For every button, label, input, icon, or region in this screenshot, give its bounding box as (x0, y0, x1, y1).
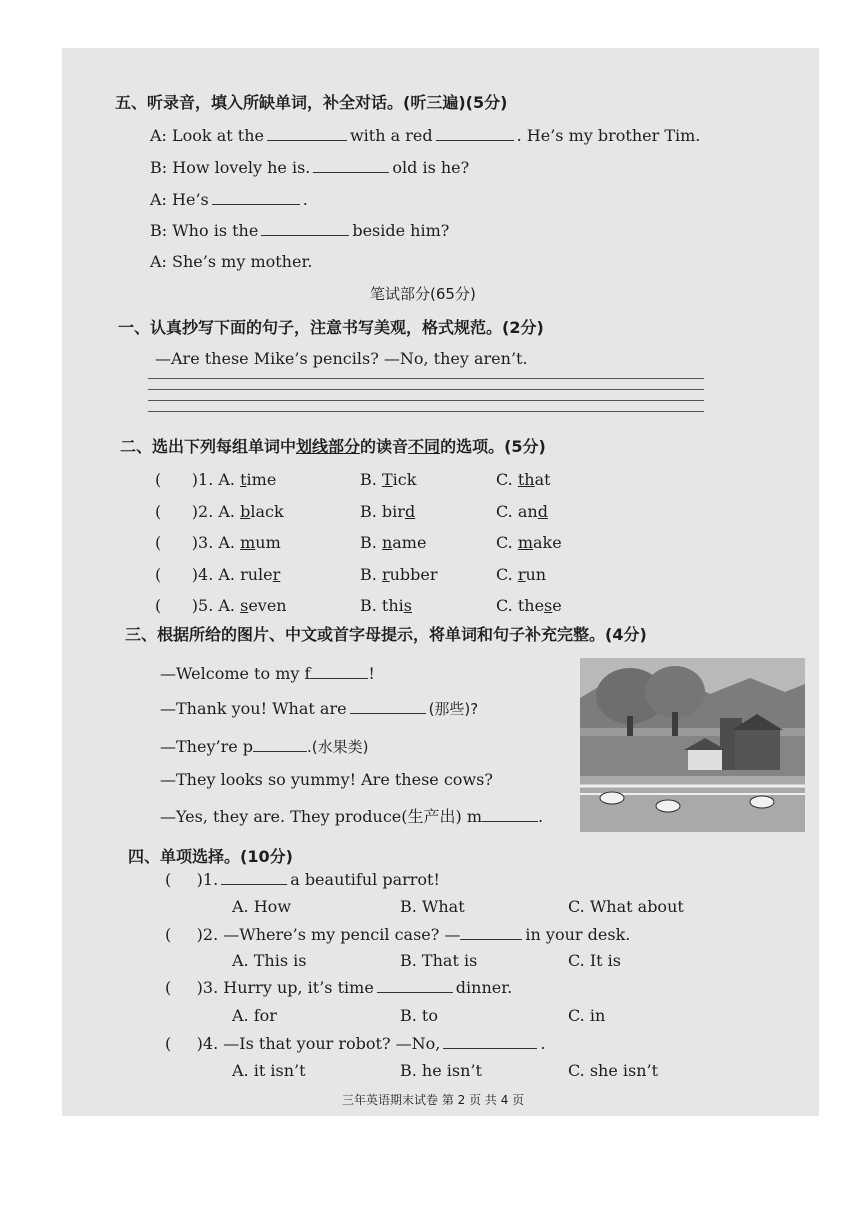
option-c[interactable]: C. What about (568, 897, 684, 916)
text: lack (250, 502, 284, 521)
option-b (360, 470, 416, 489)
text: . (302, 190, 308, 209)
text: . (538, 807, 544, 826)
text: e (552, 596, 562, 615)
page-footer: 三年英语期末试卷 第 2 页 共 4 页 (342, 1093, 525, 1107)
answer-blank[interactable] (261, 221, 349, 236)
option-b[interactable]: B. to (400, 1006, 438, 1025)
text: ake (533, 533, 562, 552)
option-c (496, 502, 548, 521)
text: B: How lovely he is. (150, 158, 311, 177)
text: )2. —Where’s my pencil case? — (196, 925, 461, 944)
phonics-item-3 (155, 533, 281, 552)
text: )4. —Is that your robot? —No, (196, 1034, 441, 1053)
text: a beautiful parrot! (290, 870, 440, 889)
underlined-letters: d (404, 502, 416, 521)
text: A: He’s (150, 190, 209, 209)
underlined-letters: d (537, 502, 548, 521)
answer-blank[interactable] (436, 126, 514, 141)
dialog-line-2 (150, 158, 469, 177)
option-a[interactable]: A. it isn’t (232, 1061, 306, 1080)
answer-blank[interactable] (212, 190, 300, 205)
dialog-line-3 (150, 190, 308, 209)
text: A: Look at the (150, 126, 264, 145)
copy-sentence: —Are these Mike’s pencils? —No, they aren’t. (155, 349, 528, 368)
text: un (525, 565, 547, 584)
underlined-letters: r (272, 565, 281, 584)
text: C. (496, 565, 518, 584)
text: )5. A. (191, 596, 241, 615)
section-5-title: 五、听录音，填入所缺单词，补全对话。(听三遍)(5分) (115, 93, 508, 112)
text: C. (496, 470, 518, 489)
text: .(水果类) (307, 738, 369, 756)
answer-bracket[interactable]: ( (165, 870, 197, 889)
text: 划线部分 (296, 437, 361, 456)
underlined-letters: s (544, 596, 553, 615)
answer-blank[interactable] (221, 870, 287, 885)
underlined-letters: r (517, 565, 526, 584)
section-4-title: 四、单项选择。(10分) (128, 847, 293, 866)
text: um (255, 533, 281, 552)
fill-line-2 (160, 698, 478, 719)
farm-picture (580, 658, 805, 832)
text: with a red (349, 126, 433, 145)
text: B. (360, 533, 382, 552)
text: B. (360, 565, 382, 584)
text: B. thi (360, 596, 404, 615)
option-c[interactable]: C. in (568, 1006, 606, 1025)
cow (600, 792, 624, 804)
option-b (360, 533, 426, 552)
option-a[interactable]: A. This is (232, 951, 307, 970)
text: 二、选出下列每组单词中 (120, 437, 297, 456)
text: C. (496, 533, 518, 552)
dialog-line-4 (150, 221, 449, 240)
phonics-item-5 (155, 596, 287, 615)
option-b (360, 565, 438, 584)
underlined-letters: m (517, 533, 534, 552)
tree-crown (645, 666, 705, 718)
question-4 (165, 1034, 545, 1053)
underlined-letters: n (381, 533, 393, 552)
tree-trunk (672, 712, 678, 736)
text: ubber (389, 565, 438, 584)
text: —Thank you! What are (160, 699, 347, 718)
tree-trunk (627, 716, 633, 736)
text: 不同 (408, 437, 441, 456)
underlined-letters: s (240, 596, 249, 615)
text: )1. (196, 870, 219, 889)
text: rule (240, 565, 273, 584)
option-c (496, 565, 546, 584)
answer-blank[interactable] (460, 925, 522, 940)
text: )3. A. (191, 533, 241, 552)
option-b[interactable]: B. he isn’t (400, 1061, 482, 1080)
fill-line-5 (160, 804, 543, 827)
answer-blank[interactable] (377, 978, 453, 993)
answer-bracket[interactable]: ( (155, 502, 192, 521)
phonics-item-2 (155, 502, 284, 521)
text: ick (392, 470, 417, 489)
writing-line[interactable] (148, 411, 704, 412)
text: C. an (496, 502, 538, 521)
answer-blank[interactable] (313, 158, 389, 173)
question-3 (165, 978, 512, 997)
answer-bracket[interactable]: ( (155, 596, 192, 615)
barn (735, 728, 780, 770)
writing-line[interactable] (148, 378, 704, 379)
option-b[interactable]: B. What (400, 897, 465, 916)
text: C. the (496, 596, 545, 615)
option-a[interactable]: A. How (232, 897, 292, 916)
underlined-letters: s (403, 596, 412, 615)
text: ! (368, 664, 375, 683)
fill-line-1 (160, 664, 375, 683)
underlined-letters: r (381, 565, 390, 584)
phonics-item-1 (155, 470, 276, 489)
fill-line-4: —They looks so yummy! Are these cows? (160, 770, 493, 789)
text: —They’re p (160, 737, 254, 756)
text: (那些)? (428, 700, 479, 718)
text: . (540, 1034, 546, 1053)
text: )4. A. (191, 565, 241, 584)
text: B. bir (360, 502, 405, 521)
option-b (360, 502, 415, 521)
question-1 (165, 870, 440, 889)
answer-bracket[interactable]: ( (165, 978, 197, 997)
text: ime (246, 470, 277, 489)
option-c (496, 533, 562, 552)
option-b (360, 596, 412, 615)
text: ame (392, 533, 427, 552)
underlined-letters: m (240, 533, 256, 552)
answer-blank[interactable] (350, 699, 426, 714)
question-2 (165, 925, 630, 944)
underlined-letters: th (517, 470, 535, 489)
writing-line[interactable] (148, 400, 704, 401)
underlined-letters: t (240, 470, 247, 489)
option-c[interactable]: C. It is (568, 951, 622, 970)
answer-bracket[interactable]: ( (155, 565, 192, 584)
text: in your desk. (525, 925, 631, 944)
phonics-item-4 (155, 565, 280, 584)
answer-blank[interactable] (443, 1034, 537, 1049)
dialog-line-5: A: She’s my mother. (150, 252, 313, 271)
text: B. (360, 470, 382, 489)
text: old is he? (392, 158, 470, 177)
section-1-title: 一、认真抄写下面的句子，注意书写美观，格式规范。(2分) (118, 318, 544, 337)
writing-line[interactable] (148, 389, 704, 390)
farmhouse (688, 748, 722, 770)
text: . He’s my brother Tim. (516, 126, 701, 145)
option-b[interactable]: B. That is (400, 951, 478, 970)
section-2-title (120, 434, 546, 457)
text: )2. A. (191, 502, 241, 521)
answer-blank[interactable] (482, 807, 538, 822)
text: )1. A. (191, 470, 241, 489)
underlined-letters: b (240, 502, 251, 521)
option-c[interactable]: C. she isn’t (568, 1061, 659, 1080)
text: dinner. (455, 978, 513, 997)
text: beside him? (352, 221, 450, 240)
section-3-title: 三、根据所给的图片、中文或首字母提示，将单词和句子补充完整。(4分) (125, 625, 647, 644)
answer-blank[interactable] (253, 737, 307, 752)
text: at (534, 470, 551, 489)
option-a[interactable]: A. for (232, 1006, 277, 1025)
underlined-letters: T (381, 470, 393, 489)
text: —Yes, they are. They produce(生产出) m (160, 807, 482, 826)
answer-bracket[interactable]: ( (165, 925, 197, 944)
text: even (248, 596, 287, 615)
answer-bracket[interactable]: ( (155, 470, 192, 489)
text: 的读音 (360, 437, 409, 456)
text: )3. Hurry up, it’s time (196, 978, 374, 997)
written-part-title: 笔试部分(65分) (370, 285, 476, 303)
cow (656, 800, 680, 812)
answer-blank[interactable] (310, 664, 368, 679)
answer-bracket[interactable]: ( (155, 533, 192, 552)
dialog-line-1 (150, 126, 700, 145)
cow (750, 796, 774, 808)
text: 的选项。(5分) (440, 437, 546, 456)
option-c (496, 470, 551, 489)
fill-line-3 (160, 736, 369, 757)
text: —Welcome to my f (160, 664, 311, 683)
text: B: Who is the (150, 221, 259, 240)
option-c (496, 596, 562, 615)
answer-bracket[interactable]: ( (165, 1034, 197, 1053)
answer-blank[interactable] (267, 126, 347, 141)
